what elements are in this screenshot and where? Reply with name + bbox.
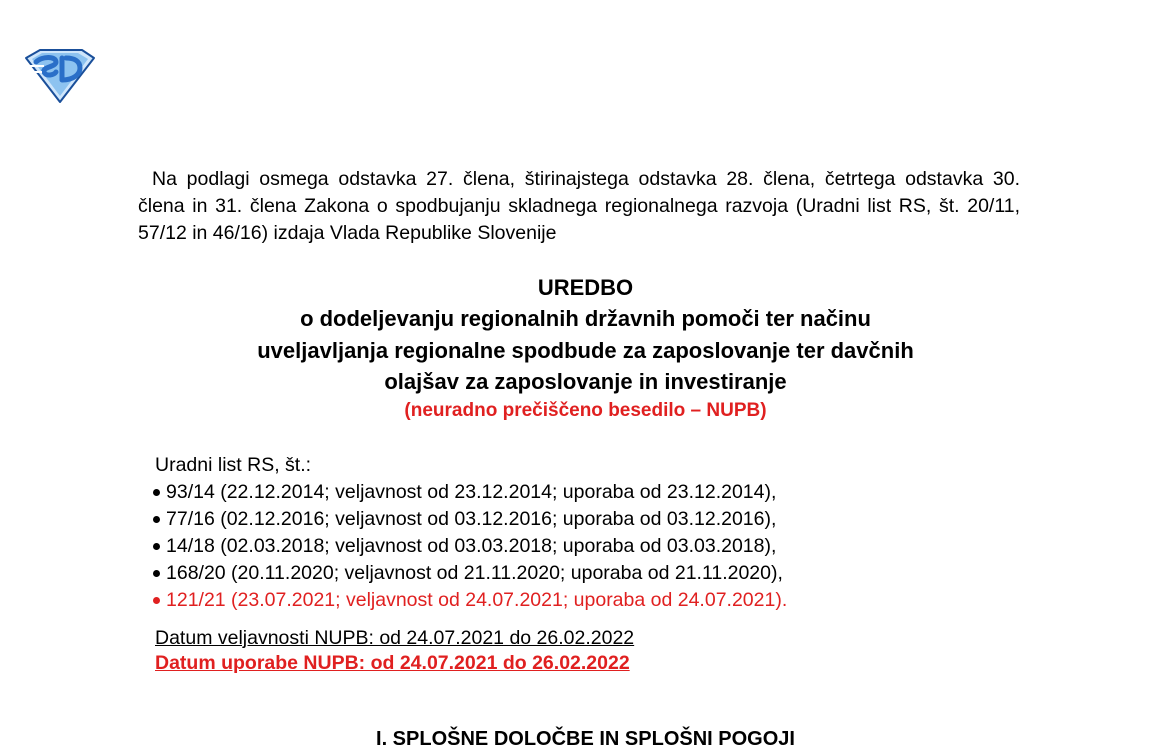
- sd-shield-logo-icon: [22, 48, 96, 104]
- bullet-icon: [153, 543, 160, 550]
- bullet-icon: [153, 570, 160, 577]
- preamble-paragraph: Na podlagi osmega odstavka 27. člena, štirinajstega odstavka 28. člena, četrtega odstavka 30. člena in 31. člena Zakona o spodbujanju skladnega regionalnega razvoja (Uradni list RS, št. 20/11, 57/12 in 46/16) izdaja Vlada Republike Slovenije: [138, 168, 1020, 244]
- unofficial-consolidated-note: (neuradno prečiščeno besedilo – NUPB): [404, 399, 767, 421]
- gazette-item: [152, 506, 787, 533]
- decree-title: UREDBO: [537, 275, 634, 300]
- gazette-item: [152, 560, 787, 587]
- decree-subtitle-line: olajšav za zaposlovanje in investiranje: [384, 369, 787, 394]
- gazette-item-text: 168/20 (20.11.2020; veljavnost od 21.11.2020; uporaba od 21.11.2020),: [166, 562, 783, 584]
- decree-title-block: [138, 272, 1033, 424]
- gazette-item-text: 77/16 (02.12.2016; veljavnost od 03.12.2016; uporaba od 03.12.2016),: [166, 508, 777, 530]
- application-date-line: Datum uporabe NUPB: od 24.07.2021 do 26.02.2022: [155, 652, 630, 674]
- bullet-icon: [153, 489, 160, 496]
- gazette-heading: Uradni list RS, št.:: [155, 454, 312, 476]
- validity-dates: [155, 626, 634, 676]
- decree-subtitle-line: o dodeljevanju regionalnih državnih pomoči ter načinu: [300, 306, 871, 331]
- gazette-item: [152, 533, 787, 560]
- gazette-list: [152, 479, 787, 614]
- decree-subtitle-line: uveljavljanja regionalne spodbude za zaposlovanje ter davčnih: [257, 337, 914, 363]
- gazette-item-latest: [152, 587, 787, 614]
- gazette-item: [152, 479, 787, 506]
- validity-date-line: Datum veljavnosti NUPB: od 24.07.2021 do 26.02.2022: [155, 627, 635, 649]
- gazette-item-text: 93/14 (22.12.2014; veljavnost od 23.12.2014; uporaba od 23.12.2014),: [166, 481, 777, 503]
- gazette-item-text: 14/18 (02.03.2018; veljavnost od 03.03.2018; uporaba od 03.03.2018),: [166, 535, 777, 557]
- bullet-icon: [153, 516, 160, 523]
- gazette-item-text: 121/21 (23.07.2021; veljavnost od 24.07.2021; uporaba od 24.07.2021).: [166, 589, 788, 611]
- chapter-heading: I. SPLOŠNE DOLOČBE IN SPLOŠNI POGOJI: [376, 728, 795, 750]
- bullet-icon: [153, 597, 160, 604]
